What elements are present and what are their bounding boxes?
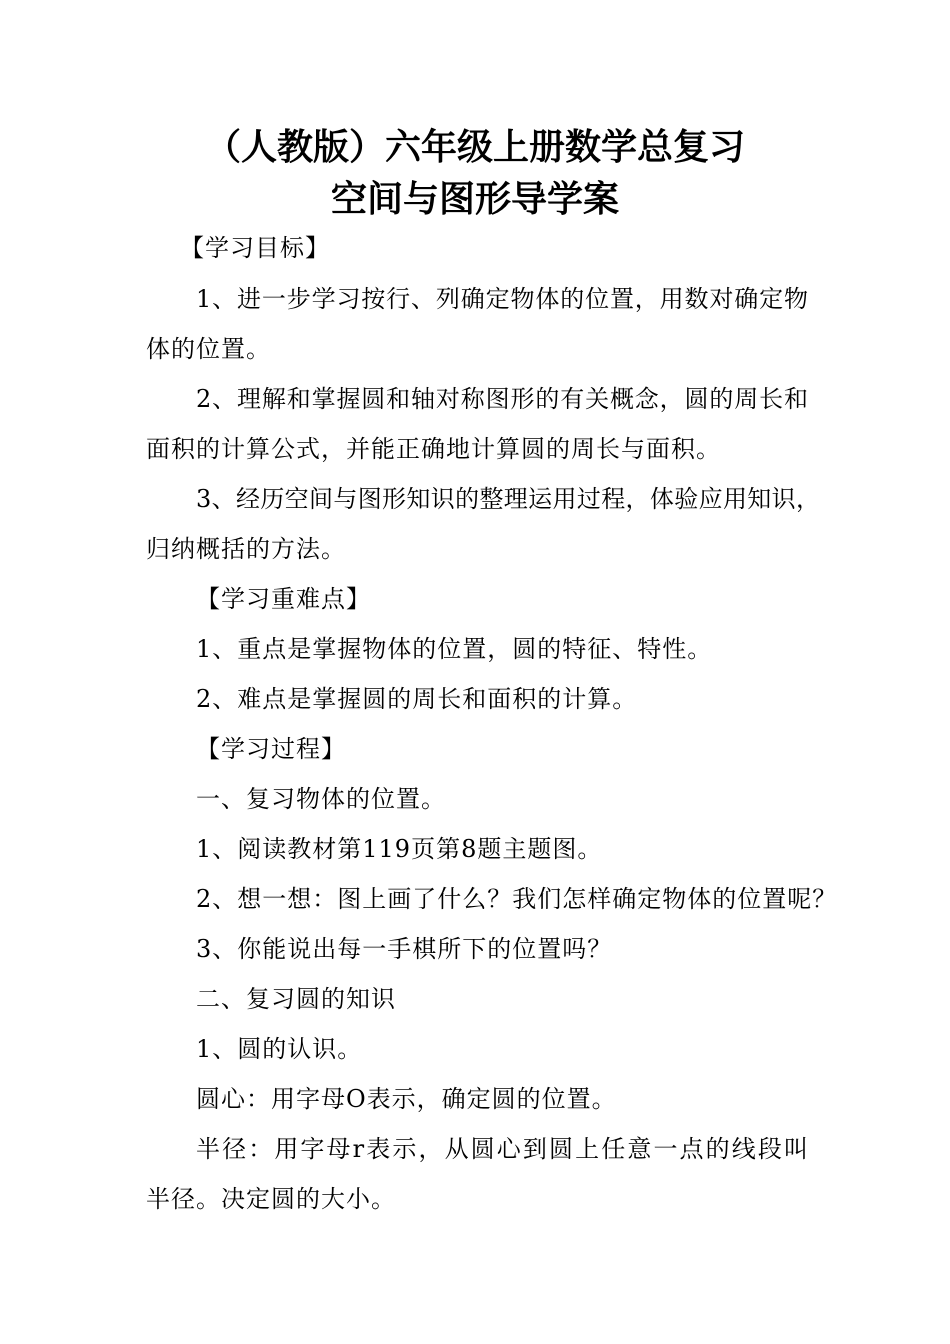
- goal-1-line-2: 体的位置。: [146, 335, 271, 363]
- key-point-1: 1、重点是掌握物体的位置，圆的特征、特性。: [196, 635, 713, 663]
- document-title: （人教版）六年级上册数学总复习: [204, 127, 745, 168]
- goal-3-line-2: 归纳概括的方法。: [146, 535, 346, 563]
- section-1-heading: 一、复习物体的位置。: [196, 785, 446, 813]
- section-2-item-1: 1、圆的认识。: [196, 1035, 363, 1063]
- section-1-item-3: 3、你能说出每一手棋所下的位置吗？: [196, 935, 613, 963]
- goal-2-line-2: 面积的计算公式，并能正确地计算圆的周长与面积。: [146, 435, 721, 463]
- radius-definition-line-1: 半径：用字母r表示，从圆心到圆上任意一点的线段叫: [196, 1135, 808, 1163]
- radius-definition-line-2: 半径。决定圆的大小。: [146, 1185, 396, 1213]
- goal-3-line-1: 3、经历空间与图形知识的整理运用过程，体验应用知识，: [196, 485, 820, 513]
- document-subtitle: 空间与图形导学案: [330, 179, 619, 220]
- goal-2-line-1: 2、理解和掌握圆和轴对称图形的有关概念，圆的周长和: [196, 385, 808, 413]
- circle-center-definition: 圆心：用字母O表示，确定圆的位置。: [196, 1085, 617, 1113]
- section-1-item-1: 1、阅读教材第119页第8题主题图。: [196, 835, 603, 863]
- key-point-2: 2、难点是掌握圆的周长和面积的计算。: [196, 685, 638, 713]
- heading-learning-process: 【学习过程】: [196, 735, 346, 763]
- section-2-heading: 二、复习圆的知识: [196, 985, 396, 1013]
- heading-key-points: 【学习重难点】: [196, 585, 371, 613]
- heading-learning-goals: 【学习目标】: [180, 234, 330, 262]
- goal-1-line-1: 1、进一步学习按行、列确定物体的位置，用数对确定物: [196, 285, 808, 313]
- section-1-item-2: 2、想一想：图上画了什么？我们怎样确定物体的位置呢？: [196, 885, 838, 913]
